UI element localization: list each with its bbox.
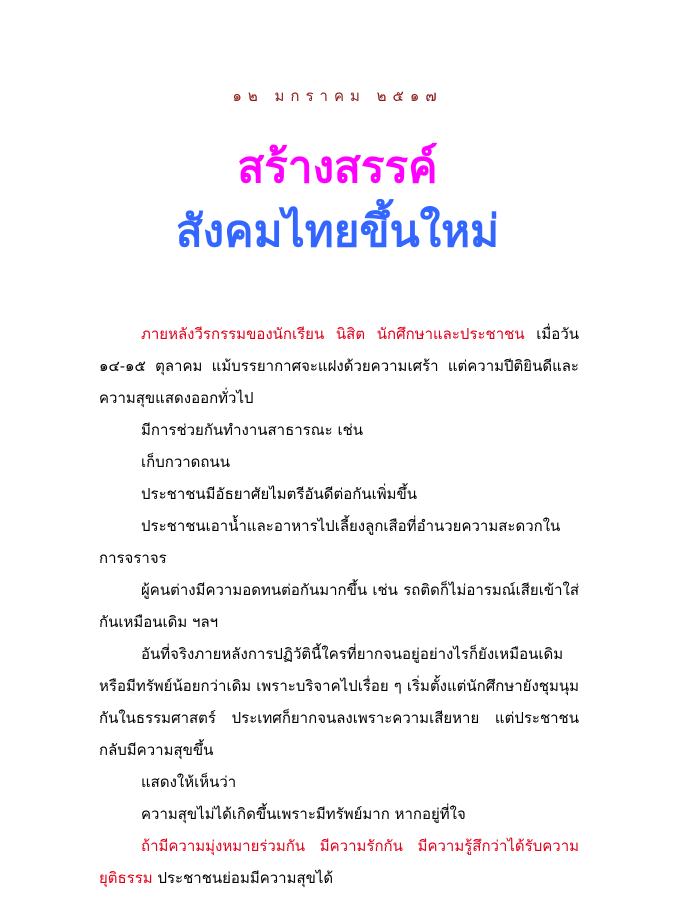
paragraph-5 (99, 510, 579, 574)
paragraph-3-text: เก็บกวาดถนน (141, 453, 230, 471)
paragraph-1-text: เมื่อวัน ๑๔-๑๕ ตุลาคม แม้บรรยากาศจะแฝงด้วยความเศร้า แต่ความปีติยินดีและความสุขแสดงออกทั่วไป (99, 325, 579, 407)
paragraph-2 (99, 414, 579, 446)
paragraph-6 (99, 574, 579, 638)
paragraph-4-text: ประชาชนมีอัธยาศัยไมตรีอันดีต่อกันเพิ่มขึ้น (141, 485, 417, 503)
paragraph-10 (99, 830, 579, 894)
paragraph-4 (99, 478, 579, 510)
paragraph-8-text: แสดงให้เห็นว่า (141, 773, 237, 791)
paragraph-9 (99, 798, 579, 830)
paragraph-7 (99, 638, 579, 766)
paragraph-1 (99, 318, 579, 414)
paragraph-10-highlight: ถ้ามีความมุ่งหมายร่วมกัน มีความรักกัน มีความรู้สึกว่าได้รับความยุติธรรม (99, 837, 579, 887)
paragraph-2-text: มีการช่วยกันทำงานสาธารณะ เช่น (141, 421, 364, 439)
paragraph-6-text: ผู้คนต่างมีความอดทนต่อกันมากขึ้น เช่น รถติดก็ไม่อารมณ์เสียเข้าใส่กันเหมือนเดิม ฯลฯ (99, 581, 579, 631)
paragraph-7-text: อันที่จริงภายหลังการปฏิวัตินี้ใครที่ยากจนอยู่อย่างไรก็ยังเหมือนเดิมหรือมีทรัพย์น้อยกว่าเดิม เพราะบริจาคไปเรื่อย ๆ เริ่มตั้งแต่นักศึกษายังชุมนุมกันในธรรมศาสตร์ ประเทศก็ยากจนลงเพราะความเสียหาย แต่ประชาชนกลับมีความสุขขึ้น (99, 645, 579, 759)
paragraph-1-highlight: ภายหลังวีรกรรมของนักเรียน นิสิต นักศึกษาและประชาชน (141, 325, 537, 343)
title-line-1: สร้างสรรค์ (237, 142, 438, 193)
paragraph-9-text: ความสุขไม่ได้เกิดขึ้นเพราะมีทรัพย์มาก หากอยู่ที่ใจ (141, 805, 466, 823)
body-text (99, 318, 579, 894)
paragraph-10-text: ประชาชนย่อมมีความสุขได้ (157, 869, 334, 887)
paragraph-5-text: ประชาชนเอาน้ำและอาหารไปเลี้ยงลูกเสือที่อำนวยความสะดวกในการจราจร (99, 517, 561, 567)
title-line-2: สังคมไทยขึ้นใหม่ (175, 206, 500, 257)
document-date: ๑๒ มกราคม ๒๕๑๗ (232, 87, 443, 105)
paragraph-3 (99, 446, 579, 478)
paragraph-8 (99, 766, 579, 798)
